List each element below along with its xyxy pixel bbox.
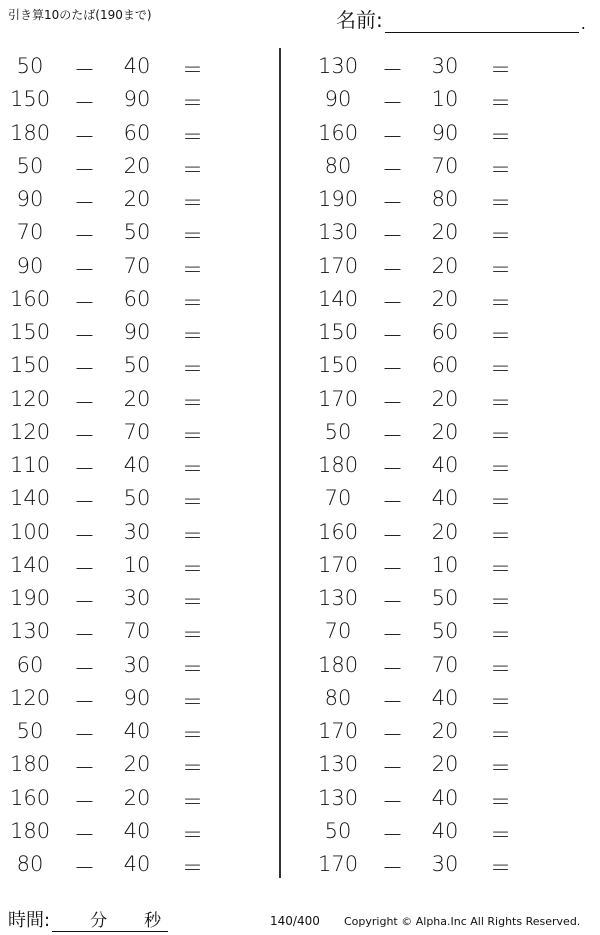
subtrahend: 20 (123, 386, 151, 411)
subtrahend: 70 (123, 419, 151, 444)
equals-sign: ＝ (182, 556, 203, 581)
page-number: 140/400 (270, 914, 320, 928)
equals-sign: ＝ (182, 91, 203, 116)
equals-sign: ＝ (490, 789, 511, 814)
minus-sign: － (382, 689, 403, 714)
subtrahend: 40 (123, 54, 151, 78)
minus-sign: － (74, 357, 95, 382)
subtrahend: 10 (431, 87, 459, 112)
minuend: 130 (318, 586, 359, 610)
minus-sign: － (74, 756, 95, 781)
minuend: 150 (318, 320, 359, 344)
subtrahend: 40 (123, 719, 151, 743)
equals-sign: ＝ (182, 756, 203, 781)
minus-sign: － (74, 224, 95, 249)
minuend: 80 (324, 153, 352, 178)
equals-sign: ＝ (182, 290, 203, 315)
equals-sign: ＝ (490, 689, 511, 714)
subtrahend: 40 (431, 818, 459, 843)
subtrahend: 30 (431, 54, 459, 78)
minuend: 130 (318, 785, 359, 810)
minuend: 80 (16, 852, 44, 876)
minus-sign: － (382, 191, 403, 215)
minuend: 180 (10, 752, 51, 777)
minuend: 120 (10, 419, 51, 444)
minuend: 170 (318, 852, 359, 876)
minus-sign: － (74, 723, 95, 747)
minuend: 180 (10, 818, 51, 843)
equals-sign: ＝ (490, 457, 511, 481)
minuend: 80 (324, 685, 352, 710)
minus-sign: － (382, 357, 403, 382)
minuend: 150 (10, 87, 51, 112)
subtrahend: 20 (123, 785, 151, 810)
minuend: 170 (318, 386, 359, 411)
equals-sign: ＝ (490, 91, 511, 116)
minuend: 60 (16, 652, 44, 677)
equals-sign: ＝ (490, 756, 511, 781)
subtrahend: 40 (431, 453, 459, 477)
equals-sign: ＝ (490, 423, 511, 448)
subtrahend: 60 (431, 353, 459, 378)
minuend: 130 (318, 54, 359, 78)
minus-sign: － (382, 789, 403, 814)
subtrahend: 40 (431, 685, 459, 710)
minuend: 70 (324, 619, 352, 644)
minus-sign: － (74, 590, 95, 614)
subtrahend: 50 (431, 586, 459, 610)
equals-sign: ＝ (182, 523, 203, 548)
name-field (336, 4, 586, 33)
minus-sign: － (382, 58, 403, 82)
time-field (8, 906, 168, 932)
minuend: 120 (10, 386, 51, 411)
subtrahend: 40 (431, 785, 459, 810)
subtrahend: 50 (123, 486, 151, 511)
equals-sign: ＝ (182, 822, 203, 847)
subtrahend: 50 (123, 353, 151, 378)
subtrahend: 90 (123, 87, 151, 112)
minus-sign: － (382, 390, 403, 415)
subtrahend: 30 (123, 586, 151, 610)
equals-sign: ＝ (490, 822, 511, 847)
minuend: 190 (10, 586, 51, 610)
equals-sign: ＝ (182, 423, 203, 448)
minus-sign: － (74, 157, 95, 182)
minus-sign: － (382, 490, 403, 515)
subtrahend: 80 (431, 187, 459, 211)
minus-sign: － (382, 124, 403, 149)
subtrahend: 30 (123, 519, 151, 544)
equals-sign: ＝ (490, 324, 511, 348)
minus-sign: － (74, 124, 95, 149)
name-label: 名前: (336, 8, 383, 32)
equals-sign: ＝ (490, 523, 511, 548)
minuend: 180 (318, 652, 359, 677)
equals-sign: ＝ (182, 157, 203, 182)
minus-sign: － (74, 257, 95, 282)
minuend: 50 (324, 419, 352, 444)
worksheet-title: 引き算10のたば(190まで) (8, 8, 152, 22)
minus-sign: － (74, 556, 95, 581)
subtrahend: 30 (431, 852, 459, 876)
subtrahend: 70 (431, 153, 459, 178)
equals-sign: ＝ (182, 124, 203, 149)
subtrahend: 20 (431, 286, 459, 311)
minuend: 100 (10, 519, 51, 544)
minuend: 160 (10, 286, 51, 311)
minus-sign: － (382, 523, 403, 548)
name-blank-line[interactable] (385, 12, 579, 33)
minuend: 50 (16, 153, 44, 178)
minus-sign: － (74, 423, 95, 448)
minus-sign: － (382, 556, 403, 581)
minus-sign: － (382, 324, 403, 348)
subtrahend: 20 (431, 719, 459, 743)
subtrahend: 20 (431, 253, 459, 278)
subtrahend: 50 (431, 619, 459, 644)
minuend: 70 (324, 486, 352, 511)
equals-sign: ＝ (490, 390, 511, 415)
minuend: 140 (10, 486, 51, 511)
time-blank-line[interactable] (52, 911, 168, 932)
subtrahend: 70 (123, 253, 151, 278)
minuend: 170 (318, 719, 359, 743)
minuend: 140 (10, 552, 51, 577)
minuend: 50 (324, 818, 352, 843)
minus-sign: － (382, 822, 403, 847)
minuend: 130 (318, 220, 359, 245)
minuend: 130 (318, 752, 359, 777)
subtrahend: 60 (431, 320, 459, 344)
column-divider (279, 48, 281, 878)
equals-sign: ＝ (182, 723, 203, 747)
minuend: 110 (10, 453, 51, 477)
subtrahend: 10 (431, 552, 459, 577)
subtrahend: 90 (123, 685, 151, 710)
subtrahend: 20 (123, 752, 151, 777)
minus-sign: － (74, 457, 95, 481)
equals-sign: ＝ (490, 290, 511, 315)
minus-sign: － (382, 656, 403, 681)
equals-sign: ＝ (490, 556, 511, 581)
minuend: 170 (318, 552, 359, 577)
minuend: 150 (10, 353, 51, 378)
equals-sign: ＝ (490, 856, 511, 880)
minus-sign: － (74, 856, 95, 880)
minuend: 140 (318, 286, 359, 311)
equals-sign: ＝ (182, 390, 203, 415)
equals-sign: ＝ (182, 789, 203, 814)
minus-sign: － (382, 723, 403, 747)
minus-sign: － (74, 91, 95, 116)
subtrahend: 90 (123, 320, 151, 344)
seconds-unit: 秒 (144, 911, 162, 931)
minus-sign: － (74, 689, 95, 714)
minutes-unit: 分 (90, 911, 108, 931)
minus-sign: － (74, 191, 95, 215)
equals-sign: ＝ (490, 723, 511, 747)
minuend: 160 (318, 519, 359, 544)
subtrahend: 60 (123, 120, 151, 145)
minus-sign: － (74, 523, 95, 548)
equals-sign: ＝ (490, 623, 511, 648)
equals-sign: ＝ (182, 689, 203, 714)
minuend: 150 (318, 353, 359, 378)
subtrahend: 50 (123, 220, 151, 245)
minuend: 120 (10, 685, 51, 710)
subtrahend: 40 (431, 486, 459, 511)
subtrahend: 70 (123, 619, 151, 644)
minus-sign: － (382, 590, 403, 614)
minus-sign: － (382, 290, 403, 315)
minuend: 50 (16, 719, 44, 743)
minus-sign: － (382, 91, 403, 116)
subtrahend: 20 (123, 153, 151, 178)
equals-sign: ＝ (182, 457, 203, 481)
subtrahend: 60 (123, 286, 151, 311)
equals-sign: ＝ (182, 357, 203, 382)
equals-sign: ＝ (182, 590, 203, 614)
equals-sign: ＝ (490, 191, 511, 215)
equals-sign: ＝ (182, 324, 203, 348)
minus-sign: － (382, 856, 403, 880)
minuend: 170 (318, 253, 359, 278)
minus-sign: － (382, 224, 403, 249)
equals-sign: ＝ (490, 58, 511, 82)
subtrahend: 10 (123, 552, 151, 577)
minuend: 90 (324, 87, 352, 112)
minus-sign: － (74, 58, 95, 82)
minuend: 180 (318, 453, 359, 477)
minus-sign: － (74, 822, 95, 847)
subtrahend: 30 (123, 652, 151, 677)
subtrahend: 20 (431, 220, 459, 245)
subtrahend: 20 (431, 419, 459, 444)
minuend: 130 (10, 619, 51, 644)
subtrahend: 40 (123, 453, 151, 477)
minuend: 160 (10, 785, 51, 810)
minus-sign: － (74, 324, 95, 348)
equals-sign: ＝ (182, 191, 203, 215)
minus-sign: － (74, 390, 95, 415)
subtrahend: 40 (123, 818, 151, 843)
equals-sign: ＝ (182, 623, 203, 648)
name-dot: . (580, 14, 586, 33)
equals-sign: ＝ (182, 58, 203, 82)
minus-sign: － (382, 756, 403, 781)
equals-sign: ＝ (490, 124, 511, 149)
minuend: 90 (16, 253, 44, 278)
equals-sign: ＝ (490, 357, 511, 382)
minus-sign: － (382, 157, 403, 182)
equals-sign: ＝ (182, 490, 203, 515)
minus-sign: － (382, 257, 403, 282)
subtrahend: 20 (431, 386, 459, 411)
subtrahend: 90 (431, 120, 459, 145)
minus-sign: － (74, 490, 95, 515)
subtrahend: 20 (431, 519, 459, 544)
subtrahend: 20 (431, 752, 459, 777)
equals-sign: ＝ (490, 224, 511, 249)
minus-sign: － (74, 656, 95, 681)
time-label: 時間: (8, 910, 51, 931)
equals-sign: ＝ (490, 490, 511, 515)
equals-sign: ＝ (182, 656, 203, 681)
equals-sign: ＝ (182, 856, 203, 880)
equals-sign: ＝ (490, 656, 511, 681)
minuend: 150 (10, 320, 51, 344)
minus-sign: － (74, 290, 95, 315)
equals-sign: ＝ (182, 257, 203, 282)
minuend: 190 (318, 187, 359, 211)
subtrahend: 40 (123, 852, 151, 876)
minus-sign: － (74, 789, 95, 814)
minuend: 180 (10, 120, 51, 145)
minus-sign: － (382, 623, 403, 648)
minuend: 90 (16, 187, 44, 211)
minuend: 50 (16, 54, 44, 78)
equals-sign: ＝ (490, 157, 511, 182)
equals-sign: ＝ (182, 224, 203, 249)
minus-sign: － (382, 423, 403, 448)
minuend: 160 (318, 120, 359, 145)
minuend: 70 (16, 220, 44, 245)
subtrahend: 70 (431, 652, 459, 677)
equals-sign: ＝ (490, 590, 511, 614)
copyright-notice: Copyright © Alpha.Inc All Rights Reserved. (344, 915, 581, 928)
minus-sign: － (74, 623, 95, 648)
minus-sign: － (382, 457, 403, 481)
subtrahend: 20 (123, 187, 151, 211)
equals-sign: ＝ (490, 257, 511, 282)
